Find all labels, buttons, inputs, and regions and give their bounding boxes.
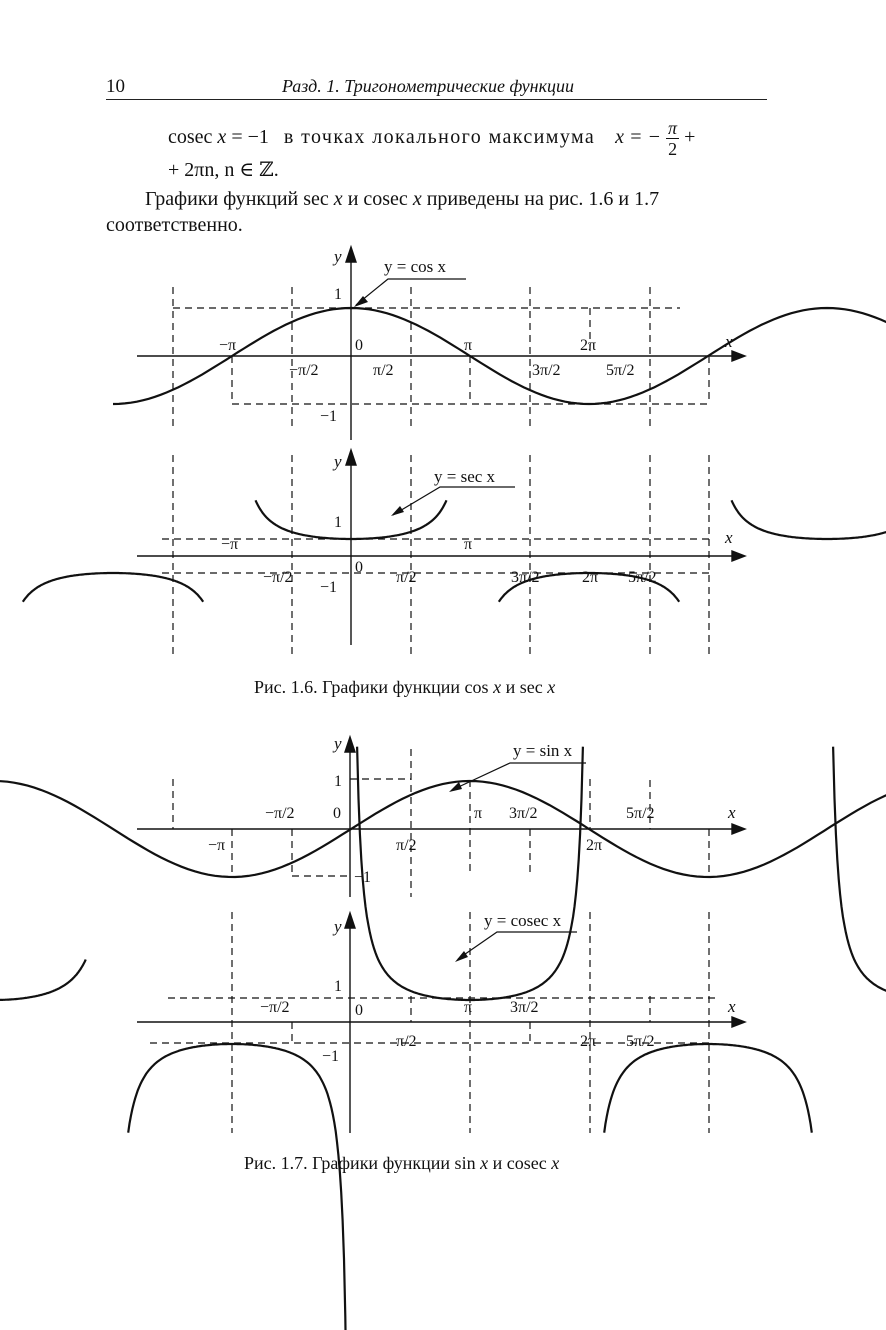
- tick-cos-3pi-half: 3π/2: [532, 362, 561, 379]
- para-text-b: и cosec: [347, 188, 408, 210]
- paragraph-line-2: соответственно.: [106, 214, 243, 236]
- var-x: x: [217, 126, 227, 149]
- tick-sin-5pi-half: 5π/2: [626, 805, 655, 822]
- tick-sin-pi: π: [474, 805, 483, 822]
- tick-cos-2pi: 2π: [580, 337, 597, 354]
- page-number: 10: [106, 76, 125, 97]
- cosec-x-axis-label: x: [728, 997, 736, 1016]
- caption-1-6-text-a: Рис. 1.6. Графики функции cos: [254, 677, 489, 697]
- cos-label: y = cos x: [384, 257, 446, 276]
- caption-1-6-text-b: и sec: [505, 677, 543, 697]
- equals-minus-one: = −1: [231, 126, 269, 149]
- tick-cosec-2pi: 2π: [580, 1033, 597, 1050]
- running-head: Разд. 1. Тригонометрические функции: [282, 76, 575, 96]
- tick-cos-pi-half: π/2: [373, 362, 394, 379]
- pi-over-two-fraction: [666, 118, 679, 159]
- tick-cos-zero: 0: [355, 337, 363, 354]
- tick-sec-one: 1: [334, 514, 342, 531]
- tick-sin-neg-pi-half: −π/2: [265, 805, 295, 822]
- tick-sec-neg-pi-half: −π/2: [263, 569, 293, 586]
- figure-1-7-caption: [244, 1153, 559, 1174]
- fraction-denominator: 2: [668, 139, 678, 159]
- tick-cosec-pi: π: [464, 999, 473, 1016]
- cos-x-axis-label: x: [725, 332, 733, 351]
- tick-sec-2pi: 2π: [582, 569, 599, 586]
- tick-sin-neg-pi: −π: [208, 837, 226, 854]
- cosec-condition-line: [168, 118, 695, 159]
- caption-1-7-text-a: Рис. 1.7. Графики функции sin: [244, 1153, 476, 1173]
- caption-1-6-var-x2: x: [547, 677, 556, 697]
- x-equals-minus: x = −: [615, 126, 662, 149]
- tick-cos-pi: π: [464, 337, 473, 354]
- cosec-y-axis-label: y: [334, 917, 342, 936]
- sec-label: y = sec x: [434, 467, 496, 486]
- tick-cosec-3pi-half: 3π/2: [510, 999, 539, 1016]
- tick-sin-zero: 0: [333, 805, 341, 822]
- sec-branch: [23, 573, 203, 602]
- tick-sin-neg-one: −1: [354, 869, 372, 886]
- para-text-c: приведены на рис. 1.6 и 1.7: [426, 188, 660, 210]
- tick-cos-one: 1: [334, 286, 342, 303]
- tick-cosec-zero: 0: [355, 1002, 363, 1019]
- caption-1-7-var-x1: x: [480, 1153, 489, 1173]
- sin-x-axis-label: x: [728, 803, 736, 822]
- sec-branch: [732, 500, 886, 539]
- cos-y-axis-label: y: [334, 247, 342, 266]
- fraction-numerator: π: [668, 118, 678, 138]
- sec-x-axis-label: x: [725, 528, 733, 547]
- caption-1-7-text-b: и cosec: [492, 1153, 547, 1173]
- tick-sec-5pi-half: 5π/2: [628, 569, 657, 586]
- tick-cos-neg-pi-half: −π/2: [289, 362, 319, 379]
- tick-cos-5pi-half: 5π/2: [606, 362, 635, 379]
- tick-cos-neg-pi: −π: [219, 337, 237, 354]
- cosec-branch: [604, 1044, 812, 1133]
- tick-sec-neg-pi: −π: [221, 536, 239, 553]
- tick-cosec-5pi-half: 5π/2: [626, 1033, 655, 1050]
- paragraph-line-1: [145, 186, 659, 213]
- local-max-phrase: в точках локального максимума: [283, 126, 596, 149]
- cosec-label: y = cosec x: [484, 911, 562, 930]
- cosec-branch: [0, 960, 86, 1001]
- tick-sin-one: 1: [334, 773, 342, 790]
- tick-cos-neg-one: −1: [320, 408, 338, 425]
- tick-sin-2pi: 2π: [586, 837, 603, 854]
- tick-sec-zero: 0: [355, 559, 363, 576]
- caption-1-7-var-x2: x: [551, 1153, 560, 1173]
- tick-sin-3pi-half: 3π/2: [509, 805, 538, 822]
- tick-cosec-neg-pi-half: −π/2: [260, 999, 290, 1016]
- sec-y-axis-label: y: [334, 452, 342, 471]
- para-var-x2: x: [412, 188, 422, 210]
- tick-cosec-pi-half: π/2: [396, 1033, 417, 1050]
- para-var-x1: x: [333, 188, 343, 210]
- cosec-branch: [128, 1044, 349, 1330]
- tick-cosec-neg-one: −1: [322, 1048, 340, 1065]
- caption-1-6-var-x1: x: [493, 677, 502, 697]
- figure-1-7: [0, 725, 886, 1145]
- tick-sec-neg-one: −1: [320, 579, 338, 596]
- tick-sin-pi-half: π/2: [396, 837, 417, 854]
- sin-y-axis-label: y: [334, 734, 342, 753]
- plus-sign: +: [684, 126, 696, 149]
- sin-label: y = sin x: [513, 741, 573, 760]
- tick-cosec-one: 1: [334, 978, 342, 995]
- header-rule: [106, 99, 767, 100]
- tick-sec-3pi-half: 3π/2: [511, 569, 540, 586]
- para-text-a: Графики функций sec: [145, 188, 329, 210]
- tick-sec-pi: π: [464, 536, 473, 553]
- figure-1-6: [0, 240, 886, 700]
- cosec-word: cosec: [168, 126, 213, 149]
- figure-1-6-caption: [254, 677, 555, 698]
- period-line: + 2πn, n ∈ ℤ.: [168, 159, 279, 181]
- cosec-curves: [0, 747, 886, 1330]
- sec-curves: [23, 500, 886, 602]
- tick-sec-pi-half: π/2: [396, 569, 417, 586]
- cosec-branch: [833, 747, 886, 1000]
